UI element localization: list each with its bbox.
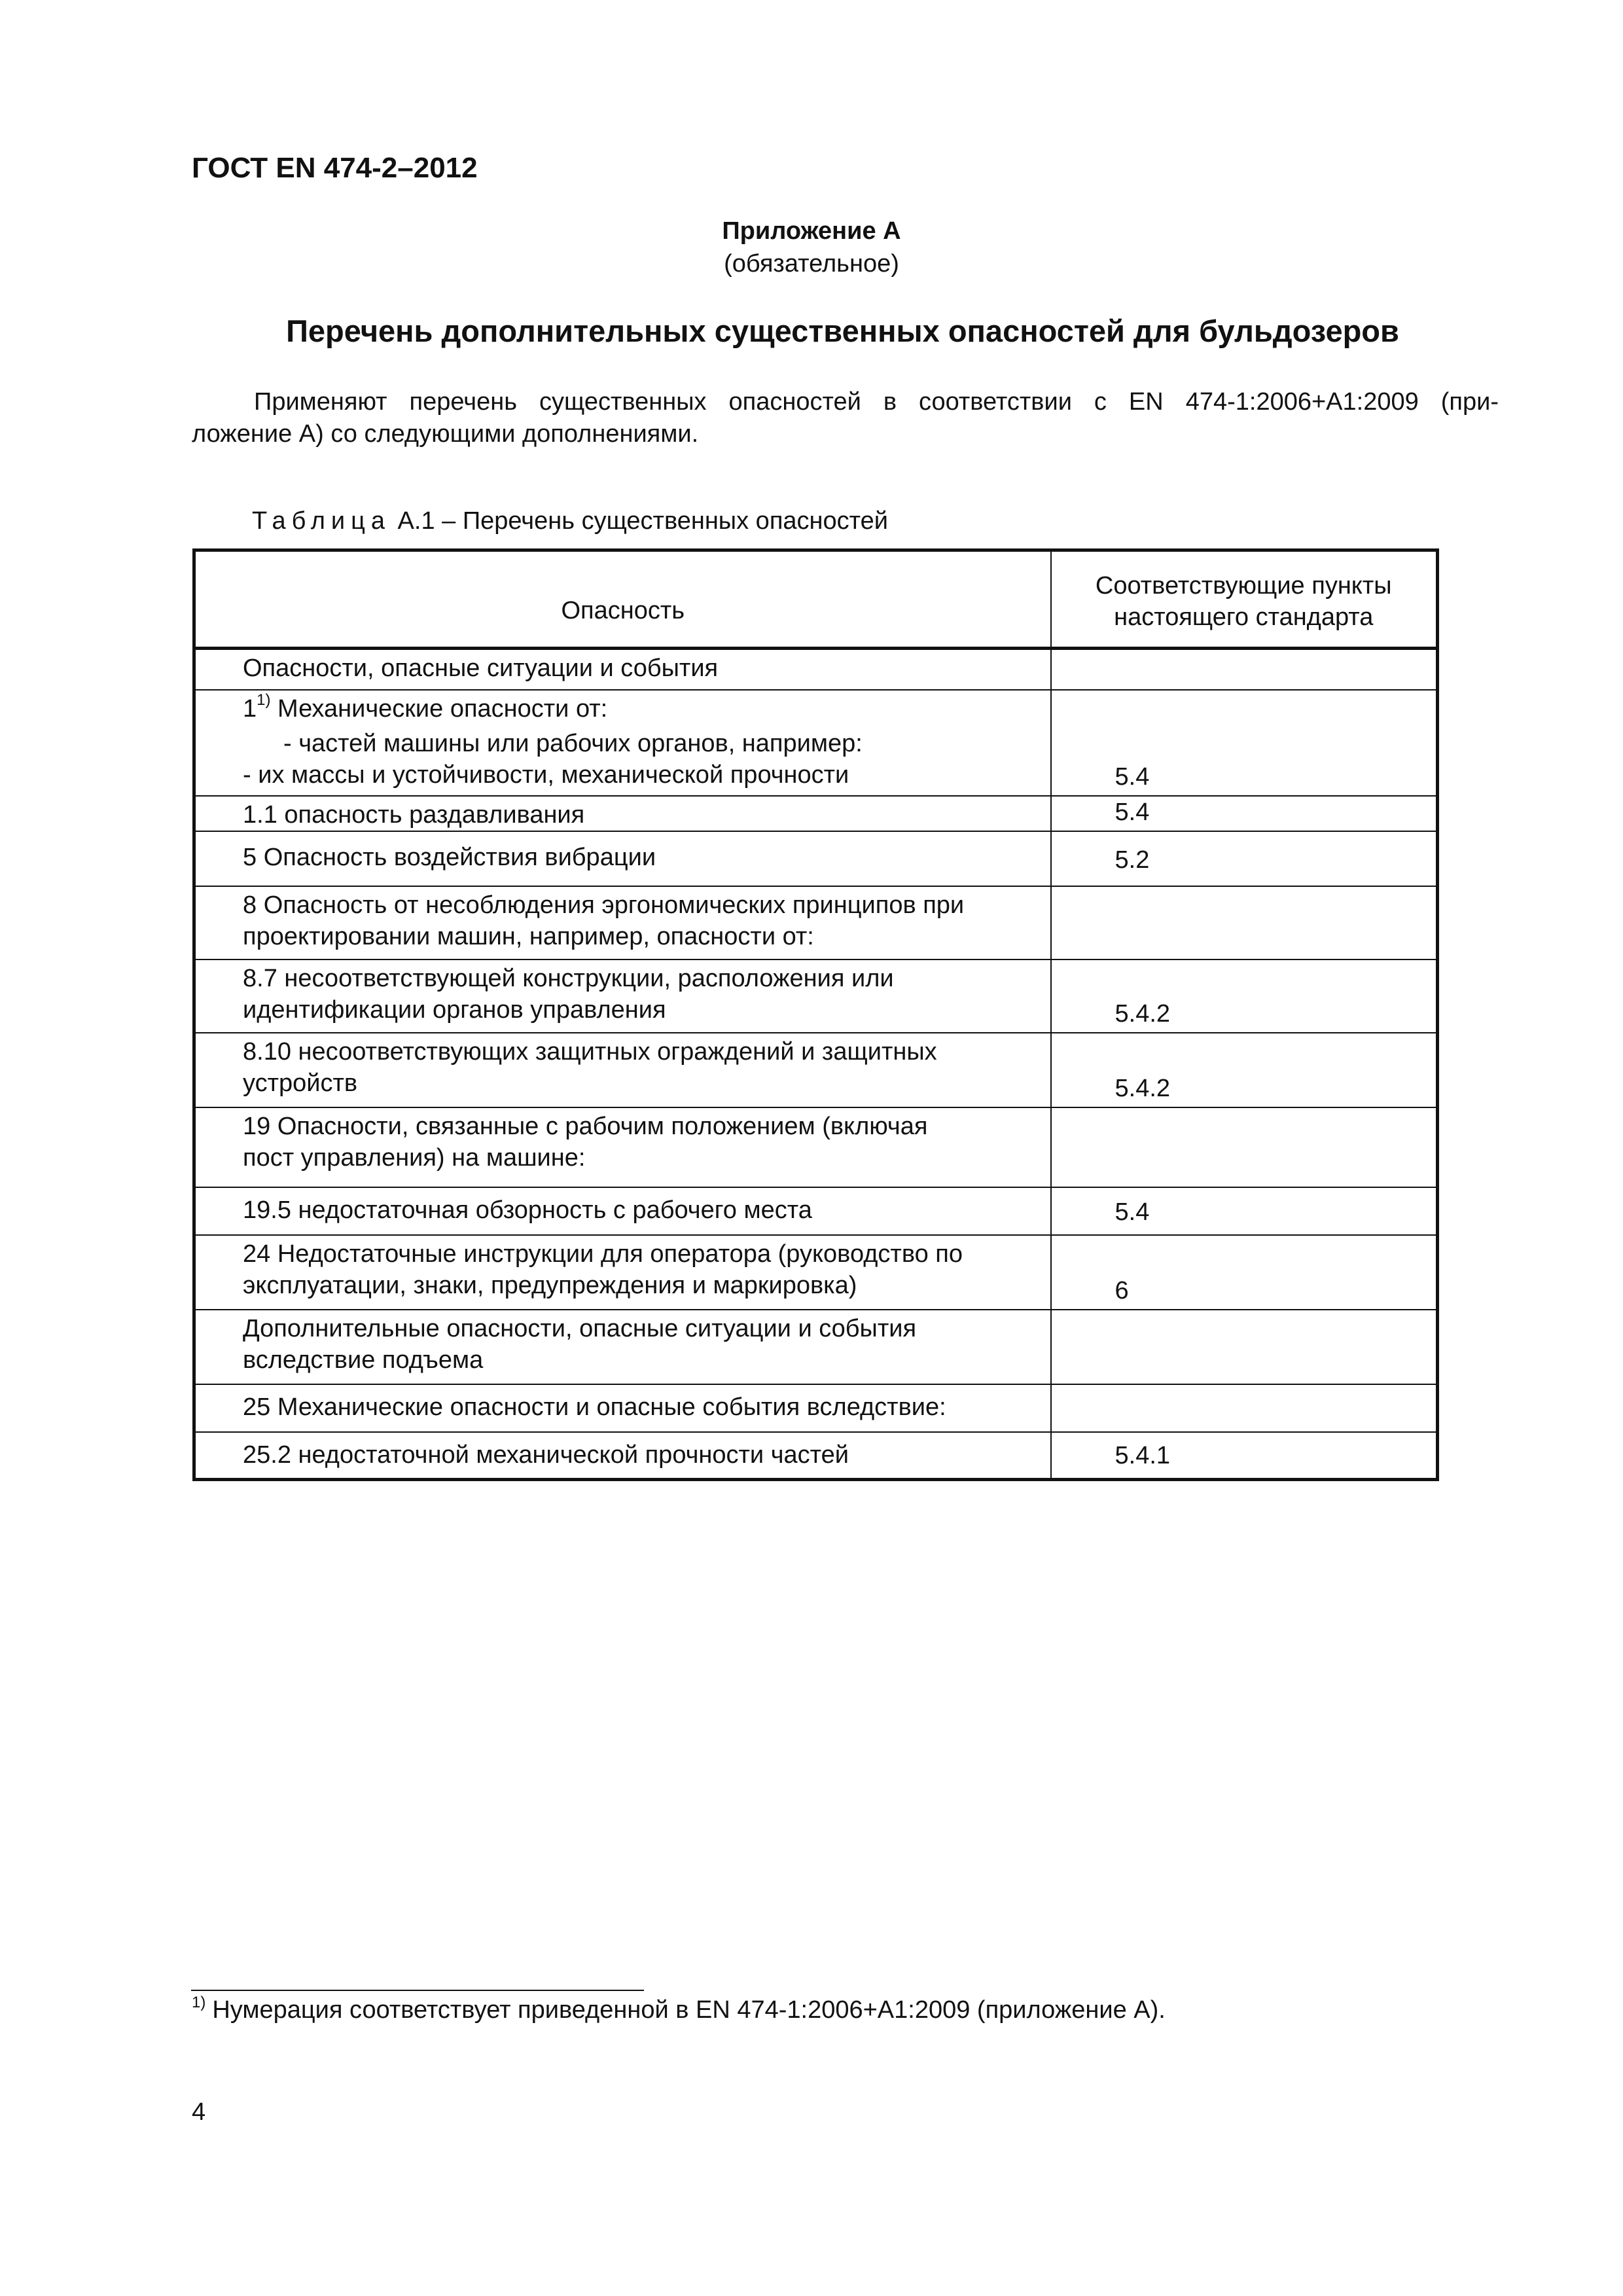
table-row: [194, 1033, 1438, 1107]
clause-cell: 5.4.1: [1051, 1432, 1438, 1480]
footnote-text: Нумерация соответствует приведенной в EN 474-1:2006+A1:2009 (приложение А).: [212, 1996, 1166, 2024]
hazard-text: - частей машины или рабочих органов, например:: [283, 729, 863, 757]
hazard-cell: [194, 796, 1051, 831]
hazard-text: - их массы и устойчивости, механической прочности: [243, 761, 849, 789]
table-row: [194, 690, 1438, 796]
hazard-table: [192, 548, 1439, 1481]
hazard-cell: [194, 1107, 1051, 1187]
clause-cell: [1051, 886, 1438, 960]
footnote-marker: 1): [192, 1994, 206, 2011]
clause-cell: 5.4: [1051, 1187, 1438, 1235]
hazard-cell: [194, 1310, 1051, 1384]
table-row: [194, 831, 1438, 886]
table-row: [194, 960, 1438, 1033]
clause-cell: 5.4: [1051, 796, 1438, 831]
header-hazard: Опасность: [194, 550, 1051, 649]
clause-cell: [1051, 1310, 1438, 1384]
table-caption: [252, 507, 888, 535]
hazard-text: 19.5 недостаточная обзорность с рабочего места: [243, 1196, 812, 1224]
hazard-text: 8.10 несоответствующих защитных ограждений и защитных: [243, 1037, 937, 1066]
table-row: [194, 1310, 1438, 1384]
page-number: 4: [192, 2098, 206, 2126]
annex-heading: Перечень дополнительных существенных опасностей для бульдозеров: [286, 314, 1399, 348]
hazard-text: 8.7 несоответствующей конструкции, расположения или: [243, 964, 894, 992]
clause-cell: 5.2: [1051, 831, 1438, 886]
document-code: ГОСТ EN 474-2–2012: [192, 152, 478, 184]
hazard-text: Механические опасности от:: [270, 694, 608, 723]
footnote-ref: 1): [257, 691, 271, 709]
table-header-row: [194, 550, 1438, 649]
hazard-text: 8 Опасность от несоблюдения эргономических принципов при: [243, 891, 965, 919]
hazard-text: вследствие подъема: [243, 1346, 484, 1374]
table-row: [194, 796, 1438, 831]
header-clauses: [1051, 550, 1438, 649]
hazard-text: 5 Опасность воздействия вибрации: [243, 843, 656, 871]
clause-cell: [1051, 649, 1438, 690]
hazard-text: устройств: [243, 1069, 358, 1097]
annex-status: (обязательное): [724, 250, 899, 278]
hazard-cell: [194, 1033, 1051, 1107]
footnote-separator: [191, 1990, 644, 1991]
table-row: [194, 1107, 1438, 1187]
hazard-text: 19 Опасности, связанные с рабочим положением (включая: [243, 1112, 928, 1140]
hazard-text: 1.1 опасность раздавливания: [243, 800, 585, 829]
table-row: [194, 649, 1438, 690]
table-row: [194, 1187, 1438, 1235]
hazard-cell: [194, 831, 1051, 886]
hazard-cell: [194, 649, 1051, 690]
table-row: [194, 1235, 1438, 1310]
hazard-text: эксплуатации, знаки, предупреждения и маркировка): [243, 1271, 857, 1299]
header-clauses-line-1: Соответствующие пункты: [1095, 572, 1392, 600]
hazard-text: Опасности, опасные ситуации и события: [243, 655, 719, 682]
table-caption-text: А.1 – Перечень существенных опасностей: [391, 507, 888, 535]
clause-cell: 6: [1051, 1235, 1438, 1310]
hazard-text: 25.2 недостаточной механической прочности частей: [243, 1441, 849, 1469]
hazard-cell: [194, 1187, 1051, 1235]
hazard-text: проектировании машин, например, опасности от:: [243, 922, 814, 950]
hazard-cell: [194, 690, 1051, 796]
hazard-number: 1: [243, 694, 257, 723]
hazard-text: 25 Механические опасности и опасные события вследствие:: [243, 1393, 946, 1421]
hazard-cell: [194, 1384, 1051, 1432]
hazard-cell: [194, 960, 1051, 1033]
intro-line-1: Применяют перечень существенных опасностей в соответствии с EN 474-1:2006+A1:2009 (при-: [254, 388, 1499, 416]
table-row: [194, 1432, 1438, 1480]
hazard-text: идентификации органов управления: [243, 996, 666, 1024]
clause-cell: [1051, 1384, 1438, 1432]
table-row: [194, 1384, 1438, 1432]
intro-paragraph: [192, 386, 1499, 450]
hazard-text: 24 Недостаточные инструкции для оператора (руководство по: [243, 1240, 963, 1268]
clause-cell: [1051, 1107, 1438, 1187]
hazard-cell: [194, 886, 1051, 960]
hazard-text: пост управления) на машине:: [243, 1143, 586, 1172]
header-clauses-line-2: настоящего стандарта: [1114, 603, 1374, 631]
clause-cell: 5.4.2: [1051, 960, 1438, 1033]
clause-cell: 5.4: [1051, 690, 1438, 796]
footnote: [192, 1996, 1166, 2024]
clause-cell: 5.4.2: [1051, 1033, 1438, 1107]
table-caption-prefix: Таблица: [252, 507, 391, 535]
table-row: [194, 886, 1438, 960]
hazard-cell: [194, 1235, 1051, 1310]
hazard-text: Дополнительные опасности, опасные ситуации и события: [243, 1314, 917, 1342]
intro-line-2: ложение А) со следующими дополнениями.: [192, 420, 699, 448]
hazard-cell: [194, 1432, 1051, 1480]
annex-title: Приложение А: [722, 217, 901, 245]
